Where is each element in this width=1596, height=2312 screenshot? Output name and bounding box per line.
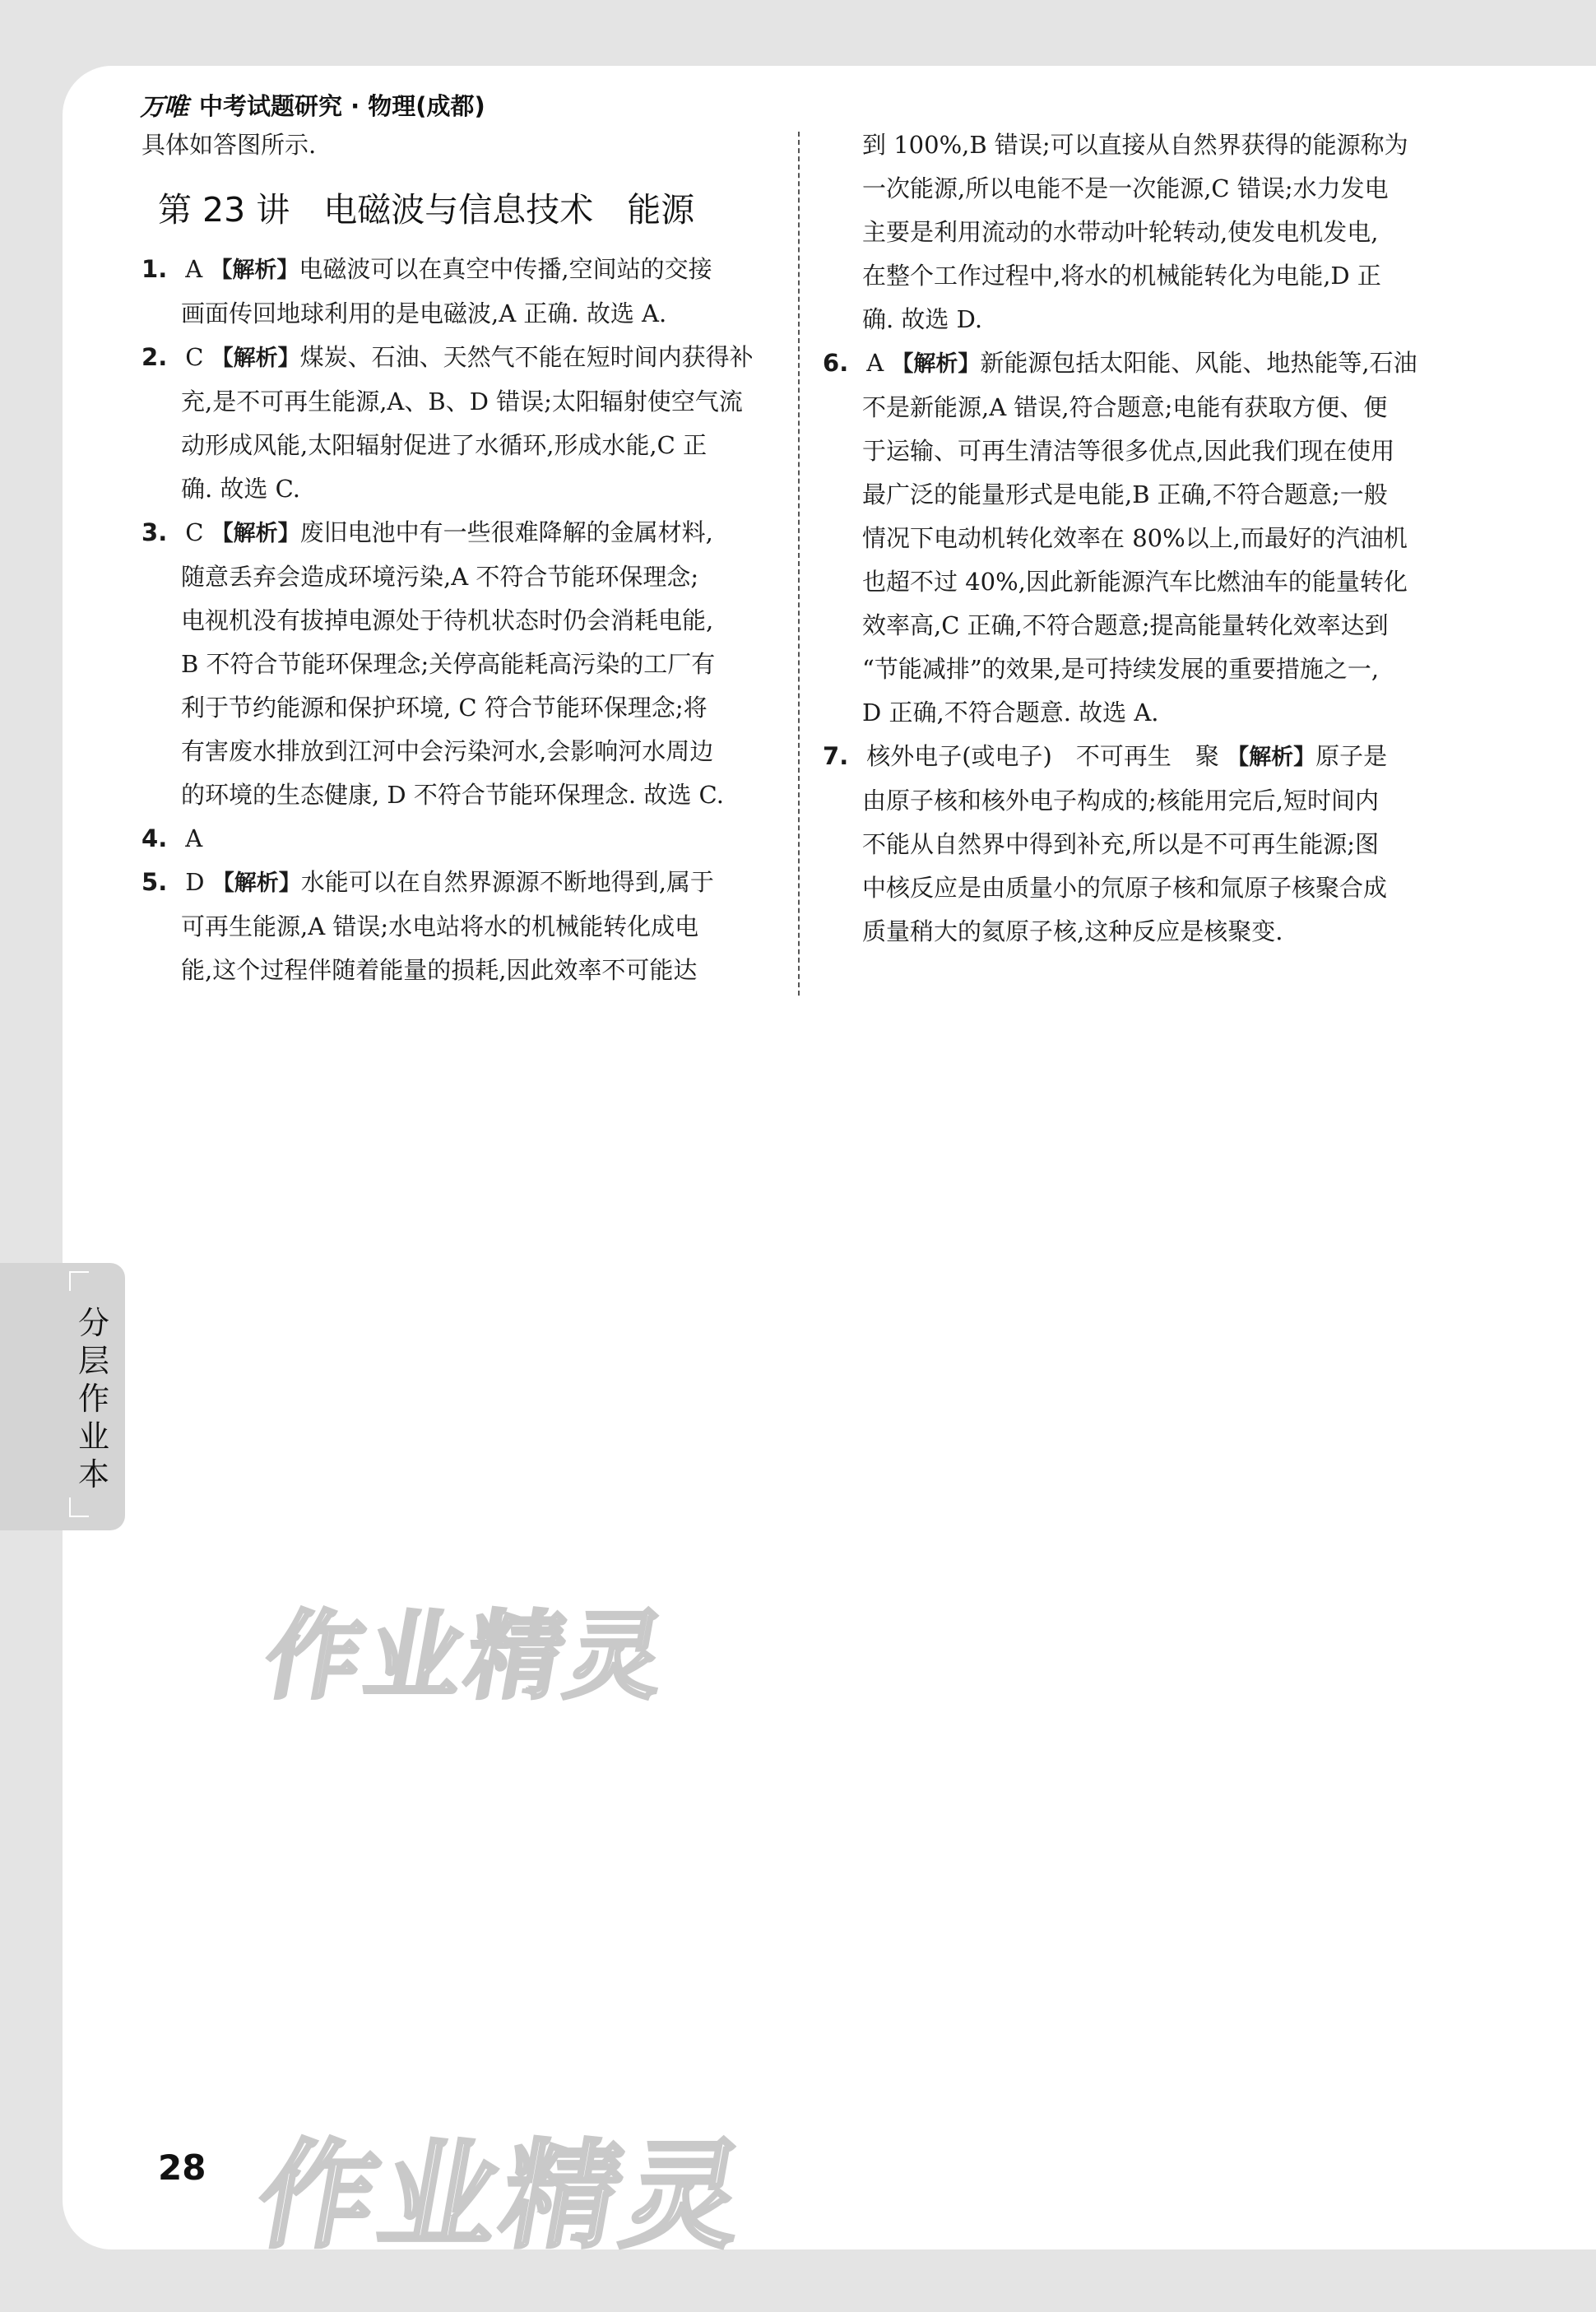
analysis-text: 煤炭、石油、天然气不能在短时间内获得补 xyxy=(299,343,754,371)
bracket-top-icon xyxy=(69,1271,89,1291)
analysis-tag: 【解析】 xyxy=(211,521,300,546)
question-5-continued xyxy=(823,123,1460,341)
analysis-text: 电视机没有拔掉电源处于待机状态时仍会消耗电能, xyxy=(181,606,714,634)
question-5 xyxy=(142,861,779,992)
header-title: 中考试题研究 · 物理(成都) xyxy=(199,91,485,120)
answer: A xyxy=(185,255,203,283)
watermark: 作业精灵 xyxy=(257,1601,679,1712)
analysis-text: 的环境的生态健康, D 不符合节能环保理念. 故选 C. xyxy=(181,781,724,809)
analysis-text: 随意丢弃会造成环境污染,A 不符合节能环保理念; xyxy=(181,563,699,591)
analysis-text: 情况下电动机转化效率在 80%以上,而最好的汽油机 xyxy=(862,524,1408,552)
right-column xyxy=(823,123,1460,954)
answer: A xyxy=(185,824,203,852)
analysis-text: 电磁波可以在真空中传播,空间站的交接 xyxy=(299,255,712,283)
analysis-text: “节能减排”的效果,是可持续发展的重要措施之一, xyxy=(862,655,1380,683)
question-number: 6. xyxy=(823,349,849,377)
question-6 xyxy=(823,341,1460,735)
question-number: 7. xyxy=(823,742,849,770)
analysis-text: 于运输、可再生清洁等很多优点,因此我们现在使用 xyxy=(862,437,1395,465)
question-number: 4. xyxy=(142,824,168,852)
column-divider xyxy=(798,132,800,996)
analysis-text: 可再生能源,A 错误;水电站将水的机械能转化成电 xyxy=(181,912,699,940)
analysis-text: 画面传回地球利用的是电磁波,A 正确. 故选 A. xyxy=(181,299,667,327)
answer: C xyxy=(185,343,204,371)
analysis-text: 不能从自然界中得到补充,所以是不可再生能源;图 xyxy=(862,830,1379,858)
analysis-text: 原子是 xyxy=(1315,742,1388,770)
question-4 xyxy=(142,817,779,861)
analysis-text: 动形成风能,太阳辐射促进了水循环,形成水能,C 正 xyxy=(181,431,708,459)
question-7 xyxy=(823,735,1460,954)
analysis-tag: 【解析】 xyxy=(211,870,301,896)
brand-logo: 万唯 xyxy=(140,93,188,122)
analysis-tag: 【解析】 xyxy=(1227,745,1316,770)
answer: D xyxy=(185,868,205,896)
analysis-tag: 【解析】 xyxy=(210,258,299,283)
analysis-text: 确. 故选 D. xyxy=(862,305,983,333)
question-number: 2. xyxy=(142,343,168,371)
analysis-text: 确. 故选 C. xyxy=(181,475,301,503)
analysis-text: 利于节约能源和保护环境, C 符合节能环保理念;将 xyxy=(181,694,708,722)
analysis-text: 充,是不可再生能源,A、B、D 错误;太阳辐射使空气流 xyxy=(181,388,743,416)
question-3 xyxy=(142,511,779,817)
answer: C xyxy=(185,518,204,546)
answer: 核外电子(或电子) 不可再生 聚 xyxy=(866,742,1219,770)
page-number: 28 xyxy=(158,2147,206,2188)
side-tab-label: 分层作业本 xyxy=(77,1305,109,1493)
analysis-text: 主要是利用流动的水带动叶轮转动,使发电机发电, xyxy=(862,218,1379,246)
answer: A xyxy=(866,349,884,377)
analysis-text: 有害废水排放到江河中会污染河水,会影响河水周边 xyxy=(181,737,714,765)
analysis-text: 质量稍大的氦原子核,这种反应是核聚变. xyxy=(862,917,1283,945)
analysis-text: 不是新能源,A 错误,符合题意;电能有获取方便、便 xyxy=(862,393,1388,421)
analysis-text: 新能源包括太阳能、风能、地热能等,石油 xyxy=(980,349,1417,377)
watermark: 作业精灵 xyxy=(248,2129,759,2264)
page-header xyxy=(140,82,485,127)
analysis-text: 最广泛的能量形式是电能,B 正确,不符合题意;一般 xyxy=(862,481,1388,508)
analysis-text: D 正确,不符合题意. 故选 A. xyxy=(862,699,1159,727)
analysis-text: B 不符合节能环保理念;关停高能耗高污染的工厂有 xyxy=(181,650,716,678)
chapter-title: 第 23 讲 电磁波与信息技术 能源 xyxy=(158,190,695,230)
analysis-text: 中核反应是由质量小的氘原子核和氚原子核聚合成 xyxy=(862,874,1388,902)
analysis-text: 水能可以在自然界源源不断地得到,属于 xyxy=(300,868,714,896)
left-column xyxy=(142,123,779,992)
question-2 xyxy=(142,336,779,511)
analysis-text: 到 100%,B 错误;可以直接从自然界获得的能源称为 xyxy=(862,131,1408,159)
analysis-text: 在整个工作过程中,将水的机械能转化为电能,D 正 xyxy=(862,262,1381,290)
question-number: 1. xyxy=(142,255,168,283)
analysis-tag: 【解析】 xyxy=(211,346,300,371)
analysis-text: 废旧电池中有一些很难降解的金属材料, xyxy=(299,518,713,546)
analysis-tag: 【解析】 xyxy=(891,351,981,377)
question-1 xyxy=(142,248,779,336)
analysis-text: 一次能源,所以电能不是一次能源,C 错误;水力发电 xyxy=(862,174,1389,202)
question-number: 3. xyxy=(142,518,168,546)
intro-line: 具体如答图所示. xyxy=(142,131,317,159)
analysis-text: 效率高,C 正确,不符合题意;提高能量转化效率达到 xyxy=(862,611,1389,639)
question-number: 5. xyxy=(142,868,168,896)
bracket-bottom-icon xyxy=(69,1497,89,1517)
analysis-text: 由原子核和核外电子构成的;核能用完后,短时间内 xyxy=(862,787,1379,815)
analysis-text: 能,这个过程伴随着能量的损耗,因此效率不可能达 xyxy=(181,956,698,984)
analysis-text: 也超不过 40%,因此新能源汽车比燃油车的能量转化 xyxy=(862,568,1408,596)
